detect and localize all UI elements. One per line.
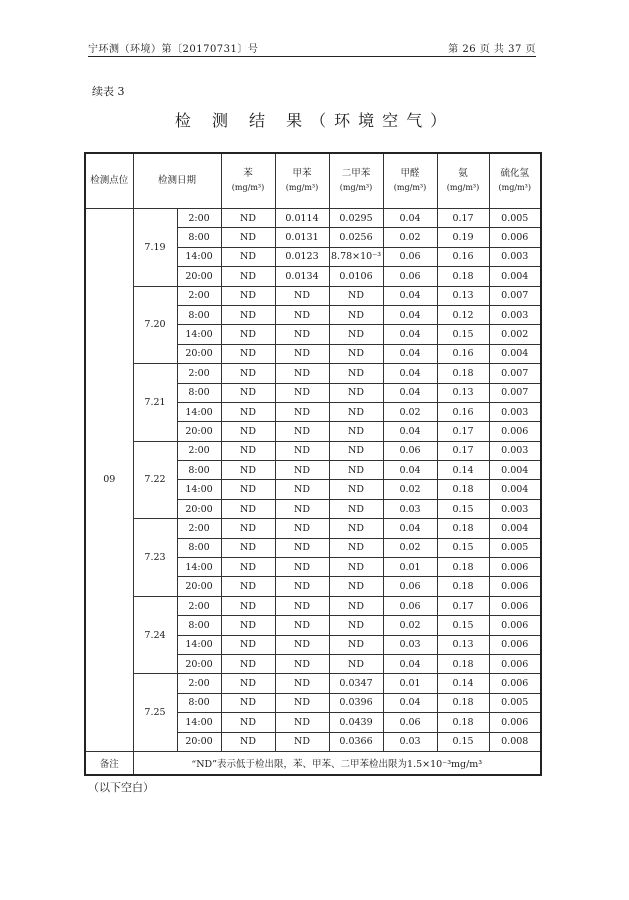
toluene-cell: ND (275, 538, 329, 557)
h2s-cell: 0.004 (489, 344, 541, 363)
ammonia-cell: 0.17 (437, 596, 489, 615)
h2s-cell: 0.007 (489, 383, 541, 402)
ammonia-cell: 0.15 (437, 325, 489, 344)
header-formaldehyde: 甲醛 (mg/m³) (383, 153, 437, 209)
header-h2s: 硫化氢 (mg/m³) (489, 153, 541, 209)
table-row (85, 364, 541, 383)
xylene-cell: ND (329, 383, 383, 402)
table-row (85, 441, 541, 460)
xylene-cell: ND (329, 596, 383, 615)
h2s-cell: 0.005 (489, 538, 541, 557)
ammonia-cell: 0.18 (437, 577, 489, 596)
benzene-cell: ND (221, 325, 275, 344)
formaldehyde-cell: 0.06 (383, 441, 437, 460)
table-header-row (85, 153, 541, 209)
ammonia-cell: 0.13 (437, 383, 489, 402)
h2s-cell: 0.006 (489, 616, 541, 635)
benzene-cell: ND (221, 674, 275, 693)
ammonia-cell: 0.13 (437, 286, 489, 305)
formaldehyde-cell: 0.02 (383, 480, 437, 499)
remarks-label: 备注 (85, 751, 133, 775)
h2s-cell: 0.004 (489, 480, 541, 499)
ammonia-cell: 0.18 (437, 519, 489, 538)
ammonia-cell: 0.18 (437, 654, 489, 673)
h2s-cell: 0.006 (489, 654, 541, 673)
ammonia-cell: 0.17 (437, 422, 489, 441)
xylene-cell: ND (329, 441, 383, 460)
toluene-cell: ND (275, 286, 329, 305)
toluene-cell: ND (275, 480, 329, 499)
time-cell: 8:00 (177, 383, 221, 402)
page-title: 检 测 结 果（环境空气） (174, 111, 455, 130)
formaldehyde-cell: 0.04 (383, 519, 437, 538)
benzene-cell: ND (221, 577, 275, 596)
toluene-cell: ND (275, 596, 329, 615)
formaldehyde-cell: 0.04 (383, 654, 437, 673)
ammonia-cell: 0.16 (437, 344, 489, 363)
time-cell: 20:00 (177, 344, 221, 363)
toluene-cell: ND (275, 383, 329, 402)
header-benzene: 苯 (mg/m³) (221, 153, 275, 209)
time-cell: 2:00 (177, 674, 221, 693)
toluene-cell: ND (275, 305, 329, 324)
benzene-cell: ND (221, 713, 275, 732)
toluene-cell: ND (275, 693, 329, 712)
ammonia-cell: 0.13 (437, 635, 489, 654)
h2s-cell: 0.003 (489, 402, 541, 421)
h2s-cell: 0.003 (489, 247, 541, 266)
xylene-cell: ND (329, 344, 383, 363)
time-cell: 20:00 (177, 422, 221, 441)
time-cell: 14:00 (177, 713, 221, 732)
benzene-cell: ND (221, 209, 275, 228)
formaldehyde-cell: 0.04 (383, 209, 437, 228)
toluene-cell: ND (275, 519, 329, 538)
benzene-cell: ND (221, 635, 275, 654)
site-cell: 09 (85, 209, 133, 752)
time-cell: 2:00 (177, 209, 221, 228)
time-cell: 8:00 (177, 693, 221, 712)
xylene-cell: 0.0396 (329, 693, 383, 712)
xylene-cell: ND (329, 558, 383, 577)
toluene-cell: 0.0131 (275, 228, 329, 247)
xylene-cell: ND (329, 480, 383, 499)
date-cell: 7.21 (133, 364, 177, 442)
benzene-cell: ND (221, 402, 275, 421)
formaldehyde-cell: 0.04 (383, 693, 437, 712)
xylene-cell: ND (329, 461, 383, 480)
remarks-text: “ND”表示低于检出限，苯、甲苯、二甲苯检出限为1.5×10⁻³mg/m³ (133, 751, 541, 775)
formaldehyde-cell: 0.06 (383, 596, 437, 615)
time-cell: 8:00 (177, 616, 221, 635)
time-cell: 14:00 (177, 558, 221, 577)
benzene-cell: ND (221, 305, 275, 324)
h2s-cell: 0.006 (489, 228, 541, 247)
benzene-cell: ND (221, 247, 275, 266)
formaldehyde-cell: 0.04 (383, 461, 437, 480)
xylene-cell: 0.0295 (329, 209, 383, 228)
xylene-cell: ND (329, 538, 383, 557)
toluene-cell: ND (275, 325, 329, 344)
benzene-cell: ND (221, 480, 275, 499)
time-cell: 2:00 (177, 441, 221, 460)
h2s-cell: 0.003 (489, 305, 541, 324)
benzene-cell: ND (221, 693, 275, 712)
time-cell: 2:00 (177, 364, 221, 383)
ammonia-cell: 0.18 (437, 558, 489, 577)
table-row (85, 596, 541, 615)
ammonia-cell: 0.16 (437, 247, 489, 266)
h2s-cell: 0.004 (489, 461, 541, 480)
date-cell: 7.20 (133, 286, 177, 364)
time-cell: 20:00 (177, 654, 221, 673)
xylene-cell: ND (329, 402, 383, 421)
benzene-cell: ND (221, 267, 275, 286)
toluene-cell: ND (275, 344, 329, 363)
benzene-cell: ND (221, 596, 275, 615)
time-cell: 14:00 (177, 247, 221, 266)
h2s-cell: 0.003 (489, 441, 541, 460)
benzene-cell: ND (221, 422, 275, 441)
ammonia-cell: 0.17 (437, 441, 489, 460)
benzene-cell: ND (221, 519, 275, 538)
h2s-cell: 0.006 (489, 577, 541, 596)
header-date: 检测日期 (133, 153, 221, 209)
h2s-cell: 0.007 (489, 364, 541, 383)
xylene-cell: ND (329, 499, 383, 518)
toluene-cell: ND (275, 461, 329, 480)
time-cell: 14:00 (177, 480, 221, 499)
benzene-cell: ND (221, 364, 275, 383)
time-cell: 2:00 (177, 286, 221, 305)
date-cell: 7.22 (133, 441, 177, 519)
ammonia-cell: 0.14 (437, 461, 489, 480)
time-cell: 20:00 (177, 499, 221, 518)
formaldehyde-cell: 0.06 (383, 577, 437, 596)
time-cell: 8:00 (177, 228, 221, 247)
ammonia-cell: 0.17 (437, 209, 489, 228)
xylene-cell: ND (329, 325, 383, 344)
page-number: 第 26 页 共 37 页 (448, 44, 536, 55)
toluene-cell: ND (275, 422, 329, 441)
ammonia-cell: 0.15 (437, 616, 489, 635)
xylene-cell: 0.0347 (329, 674, 383, 693)
time-cell: 20:00 (177, 267, 221, 286)
formaldehyde-cell: 0.02 (383, 538, 437, 557)
xylene-cell: ND (329, 286, 383, 305)
h2s-cell: 0.006 (489, 635, 541, 654)
xylene-cell: 0.0439 (329, 713, 383, 732)
blank-below-note: （以下空白） (88, 781, 154, 794)
xylene-cell: ND (329, 654, 383, 673)
toluene-cell: 0.0123 (275, 247, 329, 266)
header-ammonia: 氨 (mg/m³) (437, 153, 489, 209)
ammonia-cell: 0.16 (437, 402, 489, 421)
ammonia-cell: 0.14 (437, 674, 489, 693)
toluene-cell: ND (275, 732, 329, 751)
formaldehyde-cell: 0.03 (383, 635, 437, 654)
date-cell: 7.24 (133, 596, 177, 674)
benzene-cell: ND (221, 441, 275, 460)
h2s-cell: 0.006 (489, 422, 541, 441)
xylene-cell: 0.0256 (329, 228, 383, 247)
xylene-cell: ND (329, 364, 383, 383)
toluene-cell: ND (275, 635, 329, 654)
toluene-cell: 0.0134 (275, 267, 329, 286)
benzene-cell: ND (221, 286, 275, 305)
time-cell: 14:00 (177, 635, 221, 654)
header-toluene: 甲苯 (mg/m³) (275, 153, 329, 209)
h2s-cell: 0.006 (489, 713, 541, 732)
table-row (85, 286, 541, 305)
ammonia-cell: 0.15 (437, 732, 489, 751)
table-row (85, 674, 541, 693)
xylene-cell: ND (329, 305, 383, 324)
h2s-cell: 0.005 (489, 693, 541, 712)
xylene-cell: 0.0366 (329, 732, 383, 751)
time-cell: 8:00 (177, 461, 221, 480)
toluene-cell: 0.0114 (275, 209, 329, 228)
xylene-cell: 8.78×10⁻³ (329, 247, 383, 266)
date-cell: 7.25 (133, 674, 177, 752)
formaldehyde-cell: 0.04 (383, 344, 437, 363)
header-xylene: 二甲苯 (mg/m³) (329, 153, 383, 209)
xylene-cell: ND (329, 519, 383, 538)
page-header (88, 40, 536, 55)
formaldehyde-cell: 0.04 (383, 286, 437, 305)
benzene-cell: ND (221, 558, 275, 577)
formaldehyde-cell: 0.01 (383, 558, 437, 577)
formaldehyde-cell: 0.04 (383, 325, 437, 344)
xylene-cell: ND (329, 422, 383, 441)
h2s-cell: 0.004 (489, 267, 541, 286)
time-cell: 14:00 (177, 325, 221, 344)
formaldehyde-cell: 0.06 (383, 247, 437, 266)
toluene-cell: ND (275, 713, 329, 732)
formaldehyde-cell: 0.02 (383, 402, 437, 421)
benzene-cell: ND (221, 732, 275, 751)
h2s-cell: 0.006 (489, 674, 541, 693)
h2s-cell: 0.006 (489, 558, 541, 577)
toluene-cell: ND (275, 402, 329, 421)
toluene-cell: ND (275, 499, 329, 518)
ammonia-cell: 0.18 (437, 480, 489, 499)
ammonia-cell: 0.18 (437, 713, 489, 732)
toluene-cell: ND (275, 364, 329, 383)
formaldehyde-cell: 0.06 (383, 267, 437, 286)
formaldehyde-cell: 0.04 (383, 305, 437, 324)
continued-table-label: 续表 3 (92, 85, 125, 98)
xylene-cell: ND (329, 616, 383, 635)
formaldehyde-cell: 0.06 (383, 713, 437, 732)
time-cell: 8:00 (177, 305, 221, 324)
toluene-cell: ND (275, 577, 329, 596)
results-table (84, 152, 542, 776)
date-cell: 7.19 (133, 209, 177, 287)
h2s-cell: 0.002 (489, 325, 541, 344)
formaldehyde-cell: 0.03 (383, 499, 437, 518)
remarks-row (85, 751, 541, 775)
ammonia-cell: 0.18 (437, 693, 489, 712)
h2s-cell: 0.007 (489, 286, 541, 305)
h2s-cell: 0.003 (489, 499, 541, 518)
toluene-cell: ND (275, 558, 329, 577)
benzene-cell: ND (221, 344, 275, 363)
h2s-cell: 0.008 (489, 732, 541, 751)
toluene-cell: ND (275, 674, 329, 693)
ammonia-cell: 0.19 (437, 228, 489, 247)
time-cell: 20:00 (177, 732, 221, 751)
ammonia-cell: 0.15 (437, 499, 489, 518)
time-cell: 8:00 (177, 538, 221, 557)
ammonia-cell: 0.15 (437, 538, 489, 557)
formaldehyde-cell: 0.04 (383, 383, 437, 402)
ammonia-cell: 0.12 (437, 305, 489, 324)
benzene-cell: ND (221, 616, 275, 635)
benzene-cell: ND (221, 654, 275, 673)
date-cell: 7.23 (133, 519, 177, 597)
formaldehyde-cell: 0.04 (383, 422, 437, 441)
header-rule (88, 56, 536, 57)
header-site: 检测点位 (85, 153, 133, 209)
h2s-cell: 0.004 (489, 519, 541, 538)
time-cell: 2:00 (177, 519, 221, 538)
toluene-cell: ND (275, 654, 329, 673)
xylene-cell: ND (329, 635, 383, 654)
benzene-cell: ND (221, 383, 275, 402)
time-cell: 14:00 (177, 402, 221, 421)
formaldehyde-cell: 0.03 (383, 732, 437, 751)
time-cell: 20:00 (177, 577, 221, 596)
formaldehyde-cell: 0.01 (383, 674, 437, 693)
time-cell: 2:00 (177, 596, 221, 615)
toluene-cell: ND (275, 616, 329, 635)
table-row (85, 519, 541, 538)
benzene-cell: ND (221, 538, 275, 557)
benzene-cell: ND (221, 499, 275, 518)
ammonia-cell: 0.18 (437, 267, 489, 286)
toluene-cell: ND (275, 441, 329, 460)
ammonia-cell: 0.18 (437, 364, 489, 383)
h2s-cell: 0.005 (489, 209, 541, 228)
xylene-cell: 0.0106 (329, 267, 383, 286)
formaldehyde-cell: 0.04 (383, 364, 437, 383)
formaldehyde-cell: 0.02 (383, 228, 437, 247)
benzene-cell: ND (221, 461, 275, 480)
xylene-cell: ND (329, 577, 383, 596)
formaldehyde-cell: 0.02 (383, 616, 437, 635)
benzene-cell: ND (221, 228, 275, 247)
report-number: 宁环测（环境）第〔20170731〕号 (88, 44, 259, 55)
h2s-cell: 0.006 (489, 596, 541, 615)
table-row (85, 209, 541, 228)
